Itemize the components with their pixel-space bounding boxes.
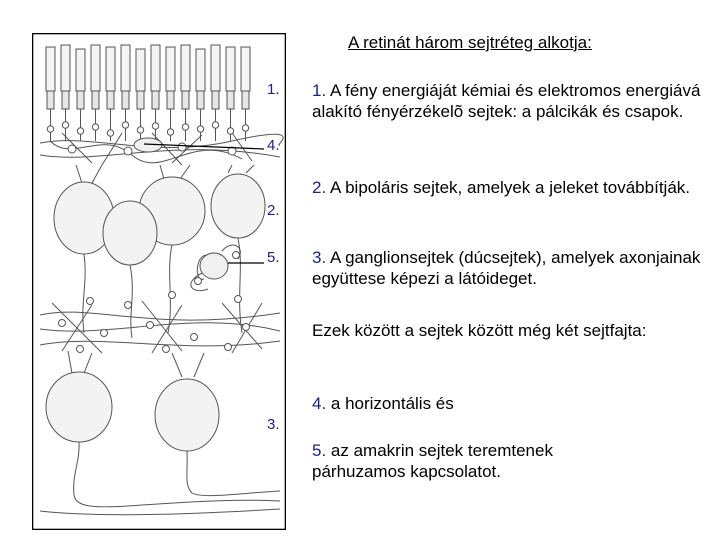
- paragraph-item: [312, 177, 712, 198]
- layer-label: 3.: [267, 416, 280, 433]
- slide-title: A retinát három sejtréteg alkotja:: [348, 33, 592, 52]
- paragraph-note: Ezek között a sejtek között még két sejtfajta:: [312, 321, 647, 340]
- ganglion-cell-body: [46, 372, 112, 442]
- item-number: 3.: [312, 248, 327, 267]
- ganglion-cell-body: [155, 379, 219, 451]
- receptor-cell: [241, 47, 250, 141]
- item-text: a horizontális és: [326, 394, 454, 413]
- receptor-cell: [196, 49, 205, 141]
- retina-diagram: [32, 33, 286, 530]
- paragraph-item: [312, 440, 612, 482]
- layer-label: 4.: [267, 137, 280, 154]
- item-number: 4.: [312, 394, 327, 413]
- receptor-cell: [61, 45, 70, 141]
- receptor-cell: [181, 45, 190, 141]
- paragraph-item: [312, 247, 712, 289]
- receptor-cell: [211, 45, 220, 141]
- paragraph-item: [312, 393, 712, 414]
- item-number: 1.: [312, 81, 327, 100]
- item-number: 2.: [312, 178, 327, 197]
- bipolar-cell-body: [211, 174, 265, 238]
- bipolar-cell-body: [103, 201, 157, 265]
- layer-label: 5.: [267, 249, 280, 266]
- receptor-cell: [91, 45, 100, 141]
- layer-label: 1.: [267, 81, 280, 98]
- layer-label: 2.: [267, 202, 280, 219]
- item-text: A bipoláris sejtek, amelyek a jeleket továbbítják.: [326, 178, 690, 197]
- receptor-cell: [151, 45, 160, 141]
- receptor-cell: [121, 45, 130, 141]
- item-text: az amakrin sejtek teremtenek párhuzamos kapcsolatot.: [312, 441, 553, 481]
- item-text: A fény energiáját kémiai és elektromos energiává alakító fényérzékelõ sejtek: a pálcikák és csapok.: [312, 81, 701, 121]
- paragraph-item: [312, 80, 712, 122]
- item-number: 5.: [312, 441, 327, 460]
- item-text: A ganglionsejtek (dúcsejtek), amelyek axonjainak együttese képezi a látóideget.: [312, 248, 701, 288]
